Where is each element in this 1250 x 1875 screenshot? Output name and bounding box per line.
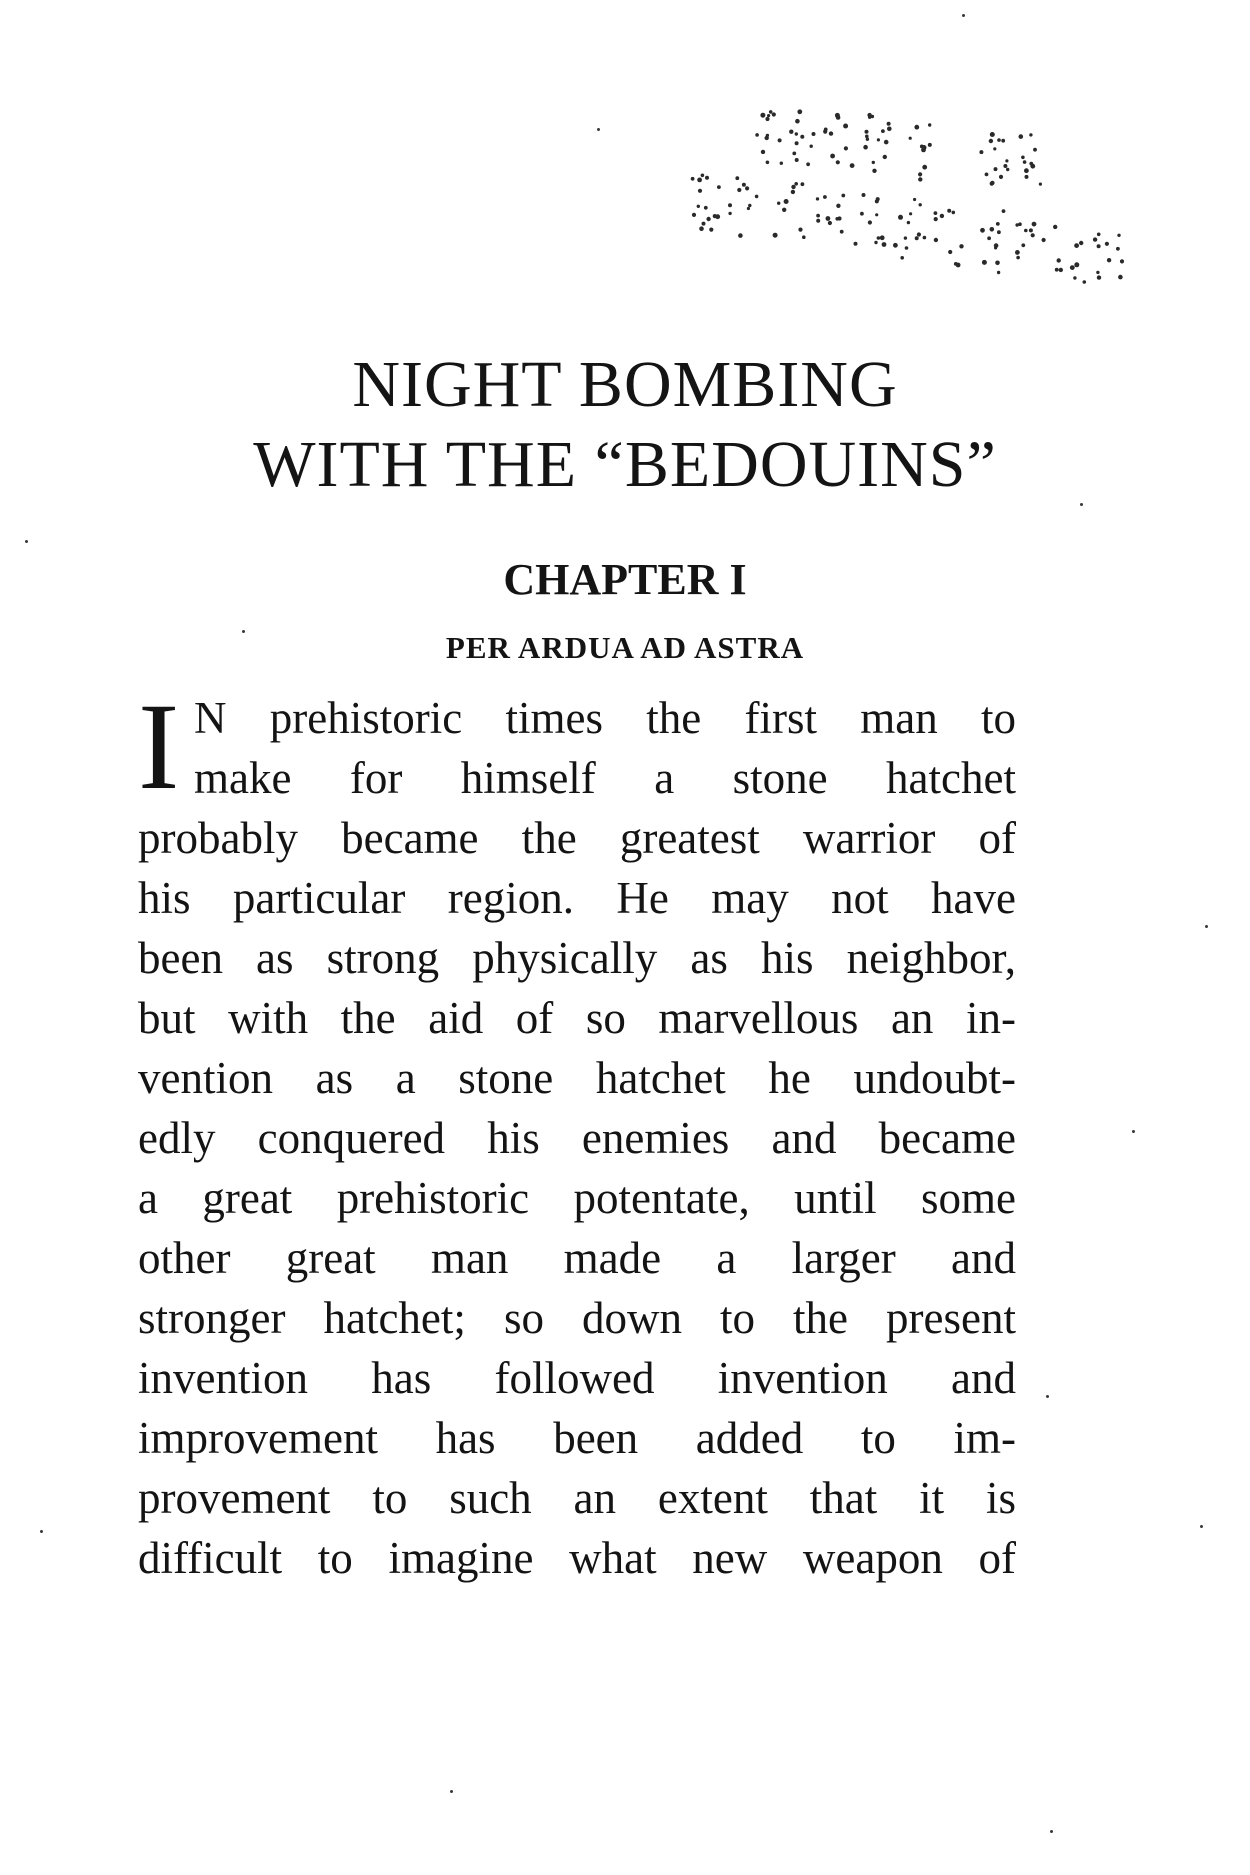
print-speck bbox=[1050, 1830, 1053, 1833]
stamp-perforation bbox=[1117, 234, 1120, 237]
stamp-perforation bbox=[755, 195, 759, 199]
body-line: N prehistoric times the first man to bbox=[194, 693, 1016, 743]
stamp-perforation bbox=[922, 145, 927, 150]
stamp-perforation bbox=[816, 219, 820, 223]
stamp-perforation bbox=[1015, 250, 1020, 255]
stamp-perforation bbox=[898, 215, 903, 220]
stamp-perforation bbox=[836, 160, 840, 164]
stamp-perforation bbox=[698, 189, 702, 193]
stamp-perforation bbox=[1083, 280, 1087, 284]
stamp-perforation bbox=[1006, 168, 1009, 171]
stamp-perforation bbox=[823, 195, 827, 199]
stamp-perforation bbox=[784, 199, 789, 204]
body-line: improvement has been added to im- bbox=[138, 1413, 1016, 1463]
print-speck bbox=[1132, 1130, 1135, 1133]
body-line: other great man made a larger and bbox=[138, 1233, 1016, 1283]
stamp-perforation bbox=[865, 130, 869, 134]
stamp-perforation bbox=[766, 161, 770, 165]
stamp-perforation bbox=[922, 165, 927, 170]
stamp-perforation bbox=[761, 150, 765, 154]
stamp-perforation bbox=[914, 125, 919, 130]
stamp-perforation bbox=[918, 177, 922, 181]
stamp-perforation bbox=[1032, 222, 1037, 227]
body-line: invention has followed invention and bbox=[138, 1353, 1016, 1403]
body-line: make for himself a stone hatchet bbox=[194, 753, 1016, 803]
stamp-perforation bbox=[1059, 268, 1063, 272]
stamp-perforation bbox=[802, 235, 806, 239]
stamp-perforation bbox=[738, 233, 743, 238]
stamp-perforation bbox=[1097, 244, 1101, 248]
print-speck bbox=[1046, 1395, 1049, 1398]
stamp-perforation bbox=[1002, 209, 1006, 213]
stamp-perforation bbox=[934, 217, 938, 221]
body-line: vention as a stone hatchet he undoubt- bbox=[138, 1053, 1016, 1103]
stamp-perforation bbox=[997, 230, 1001, 234]
stamp-perforation bbox=[795, 119, 800, 124]
stamp-perforation bbox=[1097, 233, 1101, 237]
stamp-perforation bbox=[1107, 258, 1111, 262]
stamp-perforation bbox=[728, 212, 731, 215]
body-line: provement to such an extent that it is bbox=[138, 1473, 1016, 1523]
stamp-perforation bbox=[934, 211, 938, 215]
stamp-perforation bbox=[1118, 275, 1123, 280]
stamp-perforation bbox=[1029, 228, 1033, 232]
stamp-perforation bbox=[828, 221, 832, 225]
stamp-perforation bbox=[865, 135, 869, 139]
stamp-perforation bbox=[800, 135, 804, 139]
body-line: but with the aid of so marvellous an in- bbox=[138, 993, 1016, 1043]
stamp-perforation bbox=[909, 212, 912, 215]
stamp-perforation bbox=[760, 113, 765, 118]
stamp-perforation bbox=[835, 217, 839, 221]
stamp-perforation bbox=[900, 256, 904, 260]
stamp-perforation bbox=[881, 129, 885, 133]
stamp-perforation bbox=[769, 110, 773, 114]
stamp-perforation bbox=[880, 235, 885, 240]
stamp-perforation bbox=[995, 261, 1000, 266]
stamp-perforation bbox=[699, 226, 704, 231]
stamp-perforation bbox=[812, 132, 816, 136]
stamp-perforation bbox=[915, 236, 919, 240]
stamp-perforation bbox=[907, 221, 910, 224]
stamp-perforation bbox=[940, 214, 944, 218]
stamp-perforation bbox=[791, 185, 795, 189]
stamp-perforation bbox=[860, 212, 864, 216]
stamp-perforation bbox=[778, 138, 782, 142]
stamp-perforation bbox=[1096, 271, 1099, 274]
stamp-perforation bbox=[717, 185, 721, 189]
stamp-perforation bbox=[1025, 175, 1029, 179]
stamp-perforation bbox=[904, 236, 907, 239]
stamp-perforation bbox=[836, 115, 841, 120]
print-speck bbox=[450, 1790, 453, 1793]
stamp-perforation bbox=[863, 145, 868, 150]
stamp-perforation bbox=[745, 186, 749, 190]
stamp-perforation bbox=[1055, 268, 1059, 272]
stamp-perforation bbox=[1021, 243, 1025, 247]
stamp-perforation bbox=[797, 109, 802, 114]
stamp-perforation bbox=[816, 214, 820, 218]
stamp-perforation bbox=[772, 112, 776, 116]
stamp-perforation bbox=[990, 227, 995, 232]
stamp-perforation bbox=[1053, 225, 1057, 229]
stamp-perforation bbox=[767, 114, 770, 117]
stamp-perforation bbox=[1015, 223, 1018, 226]
stamp-perforation bbox=[872, 161, 875, 164]
stamp-perforation bbox=[1105, 242, 1109, 246]
stamp-perforation bbox=[867, 113, 871, 117]
stamp-perforation bbox=[996, 222, 1000, 226]
stamp-perforation bbox=[928, 123, 931, 126]
stamp-perforation bbox=[841, 194, 845, 198]
book-title-line-2: WITH THE “BEDOUINS” bbox=[253, 428, 997, 501]
stamp-perforation bbox=[872, 169, 876, 173]
stamp-perforation bbox=[840, 230, 844, 234]
stamp-perforation bbox=[866, 138, 869, 141]
stamp-perforation bbox=[798, 228, 802, 232]
body-line: difficult to imagine what new weapon of bbox=[138, 1533, 1016, 1583]
chapter-subtitle: PER ARDUA AD ASTRA bbox=[445, 630, 805, 665]
stamp-perforation bbox=[795, 132, 798, 135]
stamp-perforation bbox=[959, 244, 963, 248]
print-speck bbox=[25, 540, 28, 543]
stamp-perforation bbox=[704, 206, 708, 210]
stamp-perforation bbox=[728, 203, 732, 207]
stamp-perforation bbox=[782, 208, 786, 212]
stamp-perforation bbox=[999, 175, 1003, 179]
stamp-perforation bbox=[1042, 238, 1046, 242]
stamp-perforation bbox=[979, 150, 983, 154]
stamp-perforation bbox=[887, 127, 892, 132]
stamp-perforation bbox=[747, 207, 750, 210]
stamp-perforation bbox=[1023, 160, 1027, 164]
stamp-perforation bbox=[882, 242, 887, 247]
stamp-perforation bbox=[830, 154, 835, 159]
body-line: a great prehistoric potentate, until some bbox=[138, 1173, 1016, 1223]
stamp-perforation bbox=[947, 209, 951, 213]
stamp-perforation bbox=[917, 232, 921, 236]
body-line: his particular region. He may not have bbox=[138, 873, 1016, 923]
stamp-perforation bbox=[801, 182, 805, 186]
stamp-perforation bbox=[701, 174, 705, 178]
drop-cap: I bbox=[138, 678, 180, 815]
stamp-perforation bbox=[780, 162, 783, 165]
stamp-perforation bbox=[697, 205, 700, 208]
stamp-perforation bbox=[1024, 229, 1028, 233]
stamp-perforation bbox=[715, 214, 720, 219]
stamp-perforation bbox=[1003, 164, 1007, 168]
stamp-perforation bbox=[691, 177, 695, 181]
print-speck bbox=[597, 128, 600, 131]
stamp-perforation bbox=[923, 236, 927, 240]
stamp-perforation bbox=[735, 176, 739, 180]
stamp-perforation bbox=[773, 233, 778, 238]
stamp-perforation bbox=[706, 217, 710, 221]
stamp-perforation bbox=[987, 236, 991, 240]
stamp-perforation bbox=[990, 132, 995, 137]
stamp-perforation bbox=[868, 220, 872, 224]
stamp-perforation bbox=[1116, 247, 1120, 251]
stamp-perforation bbox=[792, 152, 796, 156]
stamp-perforation bbox=[1005, 159, 1008, 162]
stamp-perforation bbox=[1074, 243, 1079, 248]
stamp-perforation bbox=[934, 238, 938, 242]
stamp-perforation bbox=[948, 250, 952, 254]
stamp-perforation bbox=[918, 172, 922, 176]
stamp-perforation bbox=[1016, 256, 1020, 260]
stamp-perforation bbox=[829, 131, 833, 135]
stamp-perforation bbox=[1057, 258, 1061, 262]
stamp-perforation bbox=[1024, 168, 1029, 173]
stamp-perforation bbox=[1073, 276, 1076, 279]
stamp-perforation bbox=[702, 222, 706, 226]
stamp-perforation bbox=[876, 197, 880, 201]
stamp-perforation bbox=[823, 130, 827, 134]
stamp-perforation bbox=[791, 190, 795, 194]
stamp-perforation bbox=[985, 173, 989, 177]
body-line: stronger hatchet; so down to the present bbox=[138, 1293, 1016, 1343]
stamp-perforation bbox=[928, 143, 932, 147]
body-paragraph bbox=[138, 678, 1016, 1588]
stamp-perforation bbox=[884, 140, 889, 145]
stamp-perforation bbox=[843, 124, 848, 129]
book-title-line-1: NIGHT BOMBING bbox=[352, 348, 898, 421]
stamp-perforation bbox=[810, 145, 813, 148]
stamp-perforation bbox=[1039, 183, 1042, 186]
perforated-library-stamp bbox=[690, 95, 1210, 325]
stamp-perforation bbox=[1033, 148, 1037, 152]
stamp-perforation bbox=[997, 271, 1000, 274]
stamp-perforation bbox=[919, 203, 922, 206]
stamp-perforation bbox=[1120, 259, 1124, 263]
stamp-perforation bbox=[795, 141, 799, 145]
stamp-perforation bbox=[875, 213, 878, 216]
stamp-perforation bbox=[1070, 265, 1075, 270]
stamp-perforation bbox=[709, 228, 713, 232]
stamp-perforation bbox=[874, 241, 877, 244]
stamp-perforation bbox=[909, 137, 912, 140]
book-title bbox=[100, 345, 1150, 505]
stamp-perforation bbox=[850, 163, 855, 168]
body-line: edly conquered his enemies and became bbox=[138, 1113, 1016, 1163]
stamp-perforation bbox=[844, 146, 848, 150]
stamp-perforation bbox=[980, 228, 985, 233]
stamp-perforation bbox=[877, 138, 880, 141]
stamp-perforation bbox=[836, 204, 840, 208]
stamp-perforation bbox=[1097, 275, 1101, 279]
stamp-perforation bbox=[956, 263, 961, 268]
stamp-perforation bbox=[862, 193, 866, 197]
stamp-perforation bbox=[1093, 237, 1097, 241]
stamp-perforation bbox=[742, 183, 746, 187]
stamp-perforation bbox=[755, 133, 759, 137]
stamp-perforation bbox=[765, 117, 769, 121]
stamp-perforation bbox=[989, 139, 993, 143]
print-speck bbox=[1080, 503, 1083, 506]
body-line: been as strong physically as his neighbor, bbox=[138, 933, 1016, 983]
stamp-perforation bbox=[737, 188, 741, 192]
stamp-perforation bbox=[883, 155, 887, 159]
print-speck bbox=[1205, 925, 1208, 928]
stamp-perforation bbox=[1074, 262, 1079, 267]
chapter-heading: CHAPTER I bbox=[503, 555, 747, 604]
stamp-perforation bbox=[777, 202, 780, 205]
stamp-perforation bbox=[854, 242, 858, 246]
stamp-perforation bbox=[789, 130, 793, 134]
print-speck bbox=[40, 1530, 43, 1533]
stamp-perforation bbox=[1019, 134, 1024, 139]
stamp-perforation bbox=[795, 158, 799, 162]
stamp-perforation bbox=[765, 136, 769, 140]
stamp-perforation bbox=[877, 236, 881, 240]
print-speck bbox=[962, 14, 965, 17]
stamp-perforation bbox=[982, 260, 987, 265]
stamp-perforation bbox=[1029, 133, 1032, 136]
stamp-perforation bbox=[705, 176, 709, 180]
stamp-perforation bbox=[994, 167, 998, 171]
stamp-perforation bbox=[993, 147, 996, 150]
stamp-perforation bbox=[1018, 222, 1022, 226]
stamp-perforation bbox=[806, 162, 810, 166]
stamp-perforation bbox=[1079, 241, 1083, 245]
stamp-perforation bbox=[1031, 233, 1035, 237]
stamp-perforation bbox=[997, 138, 1001, 142]
stamp-perforation bbox=[994, 246, 997, 249]
stamp-perforation bbox=[952, 211, 956, 215]
print-speck bbox=[242, 630, 245, 633]
stamp-perforation bbox=[913, 198, 916, 201]
body-line: probably became the greatest warrior of bbox=[138, 813, 1016, 863]
stamp-perforation bbox=[887, 122, 891, 126]
stamp-perforation bbox=[697, 178, 702, 183]
print-speck bbox=[1200, 1525, 1203, 1528]
stamp-perforation bbox=[1021, 156, 1025, 160]
stamp-perforation bbox=[816, 197, 819, 200]
stamp-perforation bbox=[826, 216, 831, 221]
stamp-perforation bbox=[794, 182, 798, 186]
stamp-perforation bbox=[748, 204, 751, 207]
stamp-perforation bbox=[1001, 139, 1005, 143]
stamp-perforation bbox=[1030, 164, 1035, 169]
stamp-perforation bbox=[905, 246, 909, 250]
stamp-perforation bbox=[990, 182, 994, 186]
stamp-perforation bbox=[692, 213, 696, 217]
stamp-perforation bbox=[893, 243, 898, 248]
